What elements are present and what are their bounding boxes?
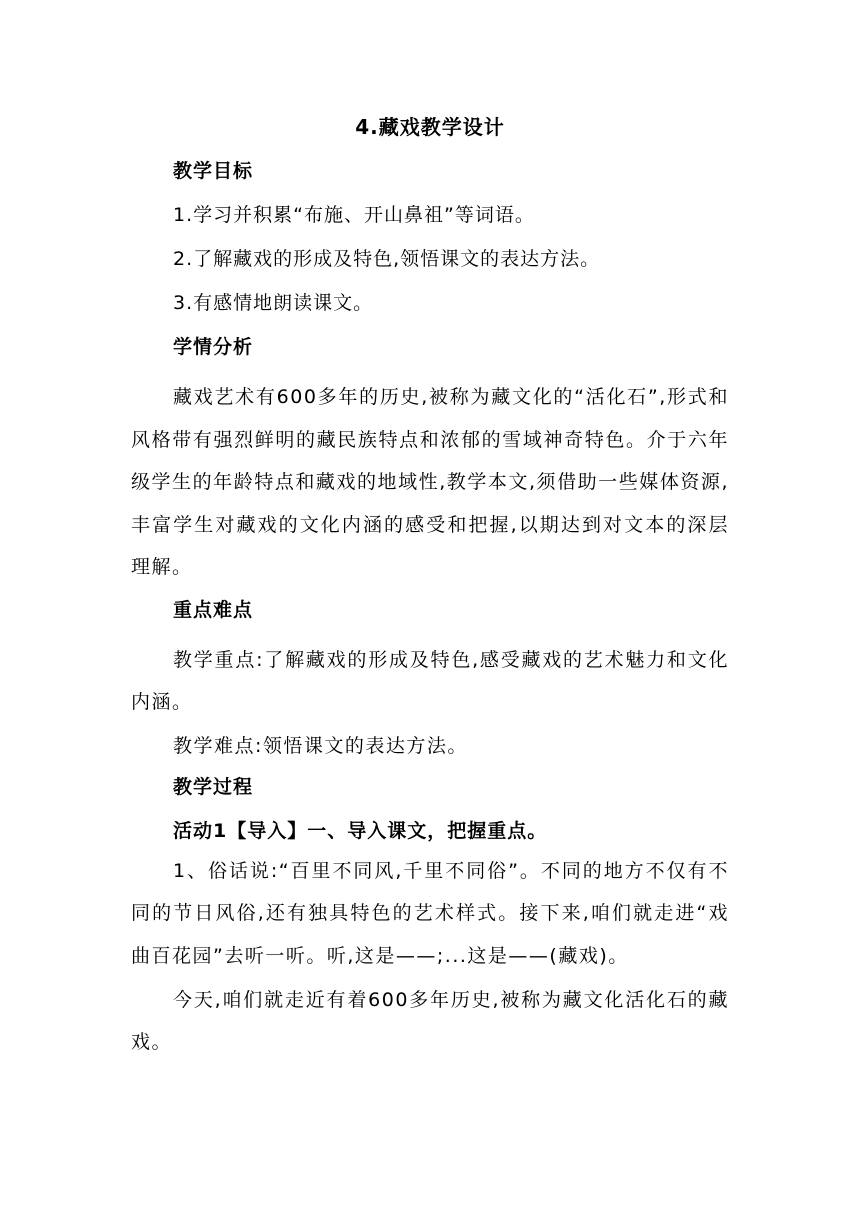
section-heading-process: 教学过程 [173, 775, 254, 798]
difficult-point-paragraph: 教学难点:领悟课文的表达方法。 [173, 735, 468, 757]
analysis-paragraph: 藏戏艺术有600多年的历史,被称为藏文化的“活化石”,形式和风格带有强烈鲜明的藏民族特点和浓郁的雪域神奇特色。介于六年级学生的年龄特点和藏戏的地域性,教学本文,须借助一些媒体资源,丰富学生对藏戏的文化内涵的感受和把握,以期达到对文本的深层理解。 [131, 386, 729, 578]
section-heading-key-points: 重点难点 [173, 598, 254, 621]
goal-item-1: 1.学习并积累“布施、开山鼻祖”等词语。 [173, 204, 535, 226]
section-heading-goals: 教学目标 [173, 160, 254, 182]
section-heading-analysis: 学情分析 [173, 336, 254, 358]
activity-heading: 活动1【导入】一、导入课文，把握重点。 [173, 819, 548, 842]
goal-item-2: 2.了解藏戏的形成及特色,领悟课文的表达方法。 [173, 248, 601, 270]
activity-paragraph-1: 1、俗话说:“百里不同风,千里不同俗”。不同的地方不仅有不同的节日风俗,还有独具特色的艺术样式。接下来,咱们就走进“戏曲百花园”去听一听。听,这是——;...这是——(藏戏)。 [131, 859, 729, 967]
goal-item-3: 3.有感情地朗读课文。 [173, 292, 374, 314]
activity-paragraph-2: 今天,咱们就走近有着600多年历史,被称为藏文化活化石的藏戏。 [131, 988, 729, 1053]
document-title: 4.藏戏教学设计 [355, 115, 505, 139]
key-point-paragraph: 教学重点:了解藏戏的形成及特色,感受藏戏的艺术魅力和文化内涵。 [131, 648, 729, 713]
document-body [131, 112, 729, 1065]
